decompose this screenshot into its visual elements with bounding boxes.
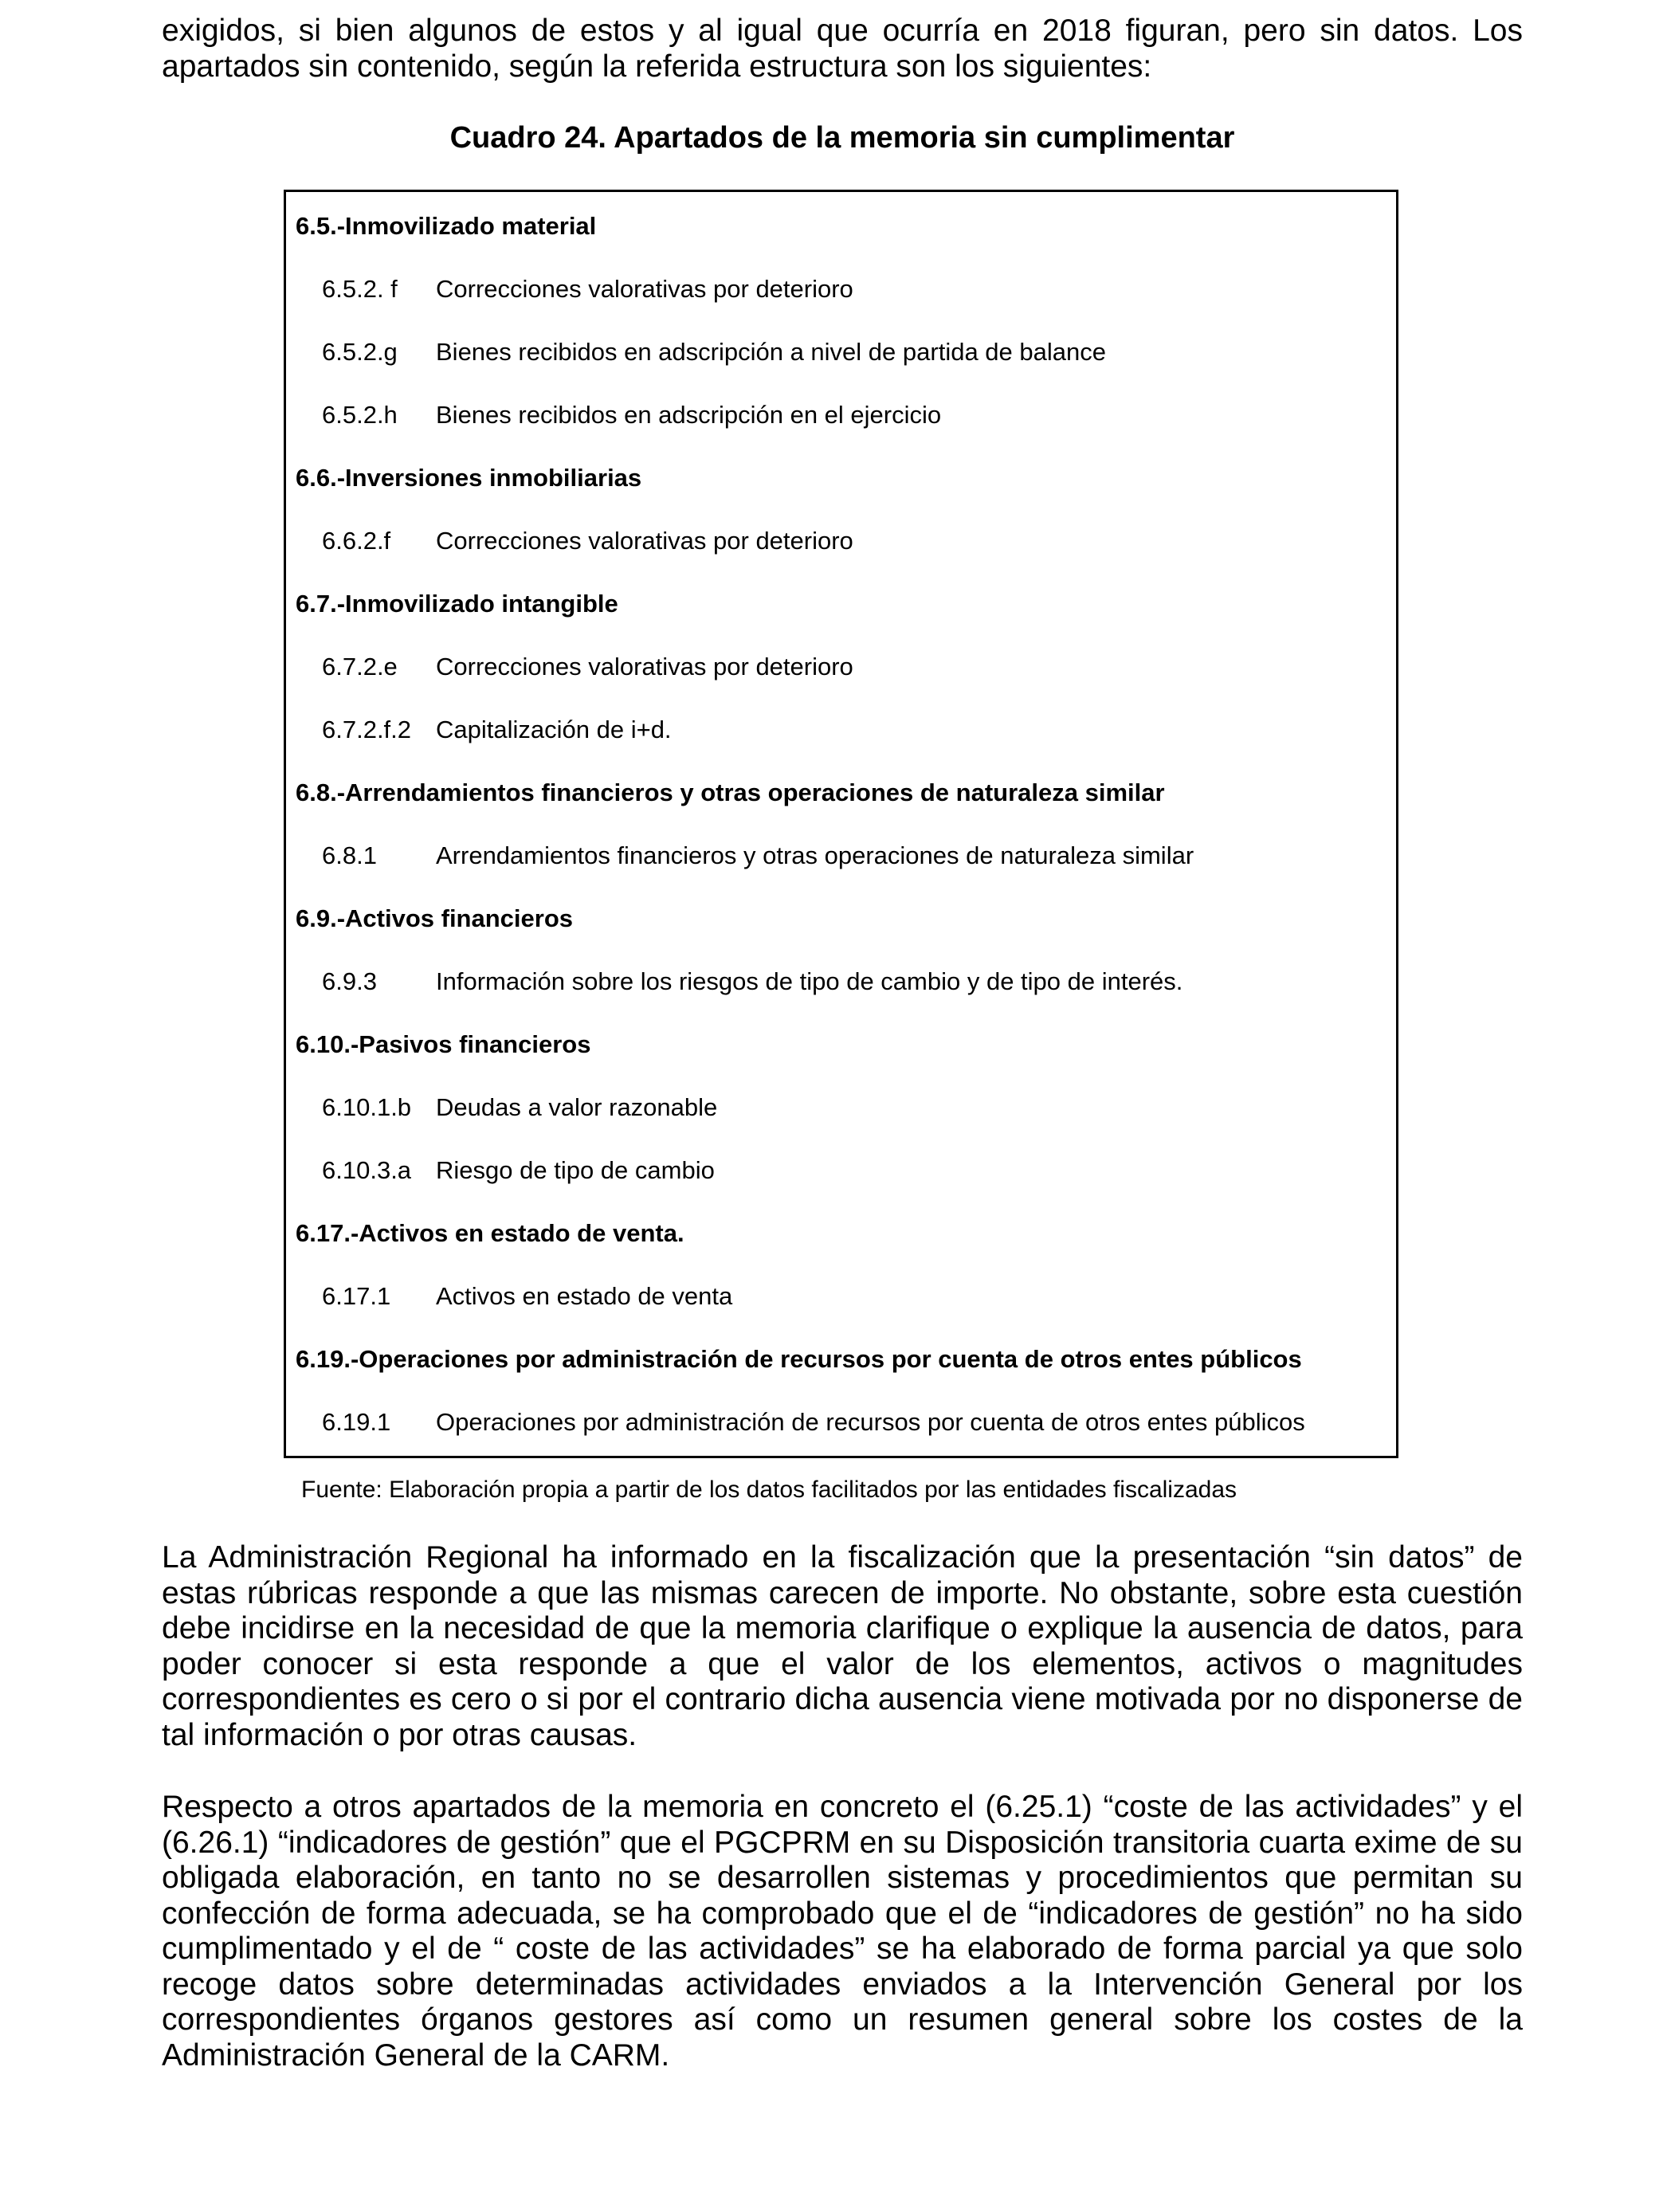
row-code: 6.5.2.g (322, 338, 398, 366)
row-description: Operaciones por administración de recursos por cuenta de otros entes públicos (436, 1408, 1305, 1436)
unfilled-sections-table (284, 190, 1398, 1458)
intro-paragraph: exigidos, si bien algunos de estos y al igual que ocurría en 2018 figuran, pero sin datos. Los apartados sin contenido, según la referida estructura son los siguientes: (162, 14, 1523, 84)
row-description: Deudas a valor razonable (436, 1093, 718, 1121)
row-code: 6.5.2. f (322, 275, 398, 303)
row-code: 6.6.2.f (322, 527, 391, 555)
row-code: 6.7.2.e (322, 653, 398, 680)
body-paragraph: La Administración Regional ha informado en la fiscalización que la presentación “sin datos” de estas rúbricas responde a que las mismas carecen de importe. No obstante, sobre esta cuestión debe incidirse en la necesidad de que la memoria clarifique o explique la ausencia de datos, para poder conocer si esta responde a que el valor de los elementos, activos o magnitudes correspondientes es cero o si por el contrario dicha ausencia viene motivada por no disponerse de tal información o por otras causas. (162, 1540, 1523, 1752)
row-code: 6.7.2.f.2 (322, 716, 412, 743)
table-section-heading: 6.8.-Arrendamientos financieros y otras operaciones de naturaleza similar (296, 779, 1165, 806)
table-section-heading: 6.6.-Inversiones inmobiliarias (296, 464, 642, 492)
table-section-heading: 6.7.-Inmovilizado intangible (296, 590, 618, 618)
row-description: Correcciones valorativas por deterioro (436, 653, 853, 680)
table-section-heading: 6.10.-Pasivos financieros (296, 1030, 591, 1058)
row-description: Riesgo de tipo de cambio (436, 1156, 715, 1184)
row-code: 6.9.3 (322, 967, 377, 995)
row-description: Arrendamientos financieros y otras operaciones de naturaleza similar (436, 841, 1194, 869)
row-code: 6.5.2.h (322, 401, 398, 429)
table-section-heading: 6.5.-Inmovilizado material (296, 212, 597, 240)
row-description: Bienes recibidos en adscripción en el ejercicio (436, 401, 942, 429)
row-description: Información sobre los riesgos de tipo de cambio y de tipo de interés. (436, 967, 1183, 995)
table-caption: Cuadro 24. Apartados de la memoria sin cumplimentar (449, 121, 1235, 155)
table-section-heading: 6.19.-Operaciones por administración de recursos por cuenta de otros entes públicos (296, 1345, 1302, 1373)
row-code: 6.8.1 (322, 841, 377, 869)
row-code: 6.17.1 (322, 1282, 391, 1310)
row-code: 6.10.1.b (322, 1093, 412, 1121)
table-source-note: Fuente: Elaboración propia a partir de los datos facilitados por las entidades fiscalizadas (301, 1477, 1237, 1503)
row-description: Capitalización de i+d. (436, 716, 672, 743)
table-section-heading: 6.17.-Activos en estado de venta. (296, 1219, 684, 1247)
row-code: 6.10.3.a (322, 1156, 412, 1184)
table-section-heading: 6.9.-Activos financieros (296, 904, 574, 932)
row-code: 6.19.1 (322, 1408, 391, 1436)
body-paragraph: Respecto a otros apartados de la memoria en concreto el (6.25.1) “coste de las actividades” y el (6.26.1) “indicadores de gestión” que el PGCPRM en su Disposición transitoria cuarta exime de su obligada elaboración, en tanto no se desarrollen sistemas y procedimientos que permitan su confección de forma adecuada, se ha comprobado que el de “indicadores de gestión” no ha sido cumplimentado y el de “ coste de las actividades” se ha elaborado de forma parcial ya que solo recoge datos sobre determinadas actividades enviados a la Intervención General por los correspondientes órganos gestores así como un resumen general sobre los costes de la Administración General de la CARM. (162, 1790, 1523, 2073)
row-description: Bienes recibidos en adscripción a nivel de partida de balance (436, 338, 1106, 366)
row-description: Correcciones valorativas por deterioro (436, 527, 853, 555)
row-description: Correcciones valorativas por deterioro (436, 275, 853, 303)
row-description: Activos en estado de venta (436, 1282, 733, 1310)
